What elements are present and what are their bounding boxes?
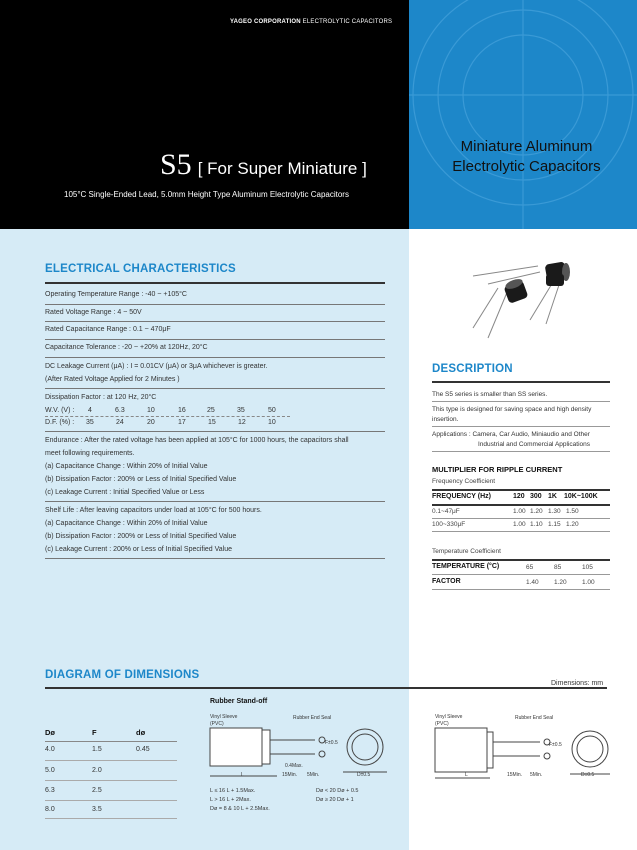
divider	[432, 381, 610, 383]
vinyl-sleeve-label: Vinyl Sleeve	[435, 714, 463, 720]
divider	[45, 321, 385, 322]
series-subtitle: 105°C Single-Ended Lead, 5.0mm Height Type Aluminum Electrolytic Capacitors	[64, 190, 349, 199]
dimensions-title: DIAGRAM OF DIMENSIONS	[45, 669, 200, 681]
capacitance-tolerance: Capacitance Tolerance : -20 ~ +20% at 120Hz, 20°C	[45, 344, 208, 351]
wv-value: 16	[178, 407, 186, 414]
rated-voltage: Rated Voltage Range : 4 ~ 50V	[45, 309, 142, 316]
temp-value: 105	[582, 564, 593, 571]
endurance-a: (a) Capacitance Change : Within 20% of Initial Value	[45, 463, 208, 470]
operating-temp: Operating Temperature Range : -40 ~ +105°C	[45, 291, 187, 298]
divider	[45, 780, 177, 781]
capacitor-diagram-icon	[430, 710, 615, 790]
min-label: 15Min.	[282, 772, 298, 778]
shelf-life-a: (a) Capacitance Change : Within 20% of Initial Value	[45, 520, 208, 527]
divider	[45, 687, 607, 689]
series-title: S5 [ For Super Miniature ]	[160, 148, 367, 181]
header-blue-panel	[409, 0, 637, 229]
dim-header: Dø	[45, 728, 55, 737]
freq-header: 120	[513, 493, 525, 500]
ripple-cell: 1.00	[513, 508, 526, 515]
df-title: Dissipation Factor : at 120 Hz, 20°C	[45, 394, 157, 401]
shelf-life-c: (c) Leakage Current : 200% or Less of Initial Specified Value	[45, 546, 233, 553]
dim-cell: 4.0	[45, 746, 55, 753]
divider	[432, 531, 610, 532]
divider	[45, 304, 385, 305]
divider	[45, 501, 385, 502]
df-value: 20	[147, 419, 155, 426]
divider	[432, 574, 610, 575]
dim-cell: 8.0	[45, 806, 55, 813]
description-line-2b: insertion.	[432, 416, 459, 423]
frequency-coefficient-label: Frequency Coefficient	[432, 478, 496, 485]
divider	[45, 800, 177, 801]
divider	[45, 388, 385, 389]
ripple-cell: 1.10	[530, 521, 543, 528]
vinyl-sleeve-label: Vinyl Sleeve	[210, 714, 238, 720]
dim-cell: 1.5	[92, 746, 102, 753]
shelf-life-b: (b) Dissipation Factor : 200% or Less of Initial Specified Value	[45, 533, 237, 540]
divider	[432, 589, 610, 590]
wv-value: 25	[207, 407, 215, 414]
note: Dø = 8 & 10 L + 2.5Max.	[210, 806, 270, 812]
df-value: 24	[116, 419, 124, 426]
dc-leakage-1: DC Leakage Current (μA) : I = 0.01CV (μA) or 3μA whichever is greater.	[45, 363, 268, 370]
dim-header: F	[92, 728, 97, 737]
freq-header: 300	[530, 493, 542, 500]
temp-value: 85	[554, 564, 562, 571]
ripple-cell: 1.00	[513, 521, 526, 528]
freq-header: 10K~100K	[564, 493, 598, 500]
divider	[432, 451, 610, 452]
divider	[432, 401, 610, 402]
f-tolerance-label: F±0.5	[549, 742, 562, 748]
freq-header: 1K	[548, 493, 557, 500]
note: Dø < 20 Dø + 0.5	[316, 788, 359, 794]
df-value: 12	[238, 419, 246, 426]
electrical-characteristics-title: ELECTRICAL CHARACTERISTICS	[45, 263, 236, 275]
wv-value: 6.3	[115, 407, 125, 414]
rubber-end-seal-label: Rubber End Seal	[515, 715, 554, 721]
divider	[45, 431, 385, 432]
endurance-b: (b) Dissipation Factor : 200% or Less of Initial Specified Value	[45, 476, 237, 483]
wv-value: 35	[237, 407, 245, 414]
divider	[432, 518, 610, 519]
description-line-2a: This type is designed for saving space and high density	[432, 406, 592, 413]
dim-header: dø	[136, 728, 146, 737]
divider	[45, 282, 385, 284]
dim-cell: 5.0	[45, 767, 55, 774]
rubber-end-seal-label: Rubber End Seal	[293, 715, 332, 721]
pvc-label: (PVC)	[435, 721, 449, 727]
divider	[432, 426, 610, 427]
min-label: 5Min.	[530, 772, 543, 778]
dim-cell: 6.3	[45, 787, 55, 794]
ripple-title: MULTIPLIER FOR RIPPLE CURRENT	[432, 465, 563, 474]
ripple-cell: 100~330μF	[432, 521, 466, 528]
temp-value: 65	[526, 564, 534, 571]
shelf-life-1: Shelf Life : After leaving capacitors under load at 105°C for 500 hours.	[45, 507, 262, 514]
factor-value: 1.00	[582, 579, 595, 586]
dc-leakage-2: (After Rated Voltage Applied for 2 Minutes )	[45, 376, 180, 383]
divider	[45, 818, 177, 819]
description-line-3b: Industrial and Commercial Applications	[478, 441, 590, 448]
wv-value: 10	[147, 407, 155, 414]
description-line-1: The S5 series is smaller than SS series.	[432, 391, 548, 398]
factor-value: 1.20	[554, 579, 567, 586]
endurance-1: Endurance : After the rated voltage has been applied at 105°C for 1000 hours, the capacitors shall	[45, 437, 349, 444]
freq-header: FREQUENCY (Hz)	[432, 493, 491, 500]
df-label: D.F. (%) :	[45, 419, 75, 426]
note: L ≤ 16 L + 1.5Max.	[210, 788, 256, 794]
rubber-stand-off-label: Rubber Stand-off	[210, 698, 268, 705]
df-value: 35	[86, 419, 94, 426]
wv-value: 4	[88, 407, 92, 414]
capacitor-diagram-stand-off-icon	[205, 710, 390, 790]
dashed-divider	[45, 416, 290, 417]
dim-cell: 2.0	[92, 767, 102, 774]
df-value: 17	[178, 419, 186, 426]
d-tolerance-label: D±0.5	[581, 772, 595, 778]
divider	[432, 504, 610, 506]
min-label: 15Min.	[507, 772, 523, 778]
df-value: 10	[268, 419, 276, 426]
l-label: L	[465, 772, 468, 778]
divider	[45, 741, 177, 742]
decorative-circles-icon	[409, 0, 637, 229]
ripple-cell: 1.20	[530, 508, 543, 515]
divider	[432, 559, 610, 561]
divider	[45, 339, 385, 340]
factor-value: 1.40	[526, 579, 539, 586]
dim-cell: 3.5	[92, 806, 102, 813]
endurance-2: meet following requirements.	[45, 450, 135, 457]
pvc-label: (PVC)	[210, 721, 224, 727]
f-tolerance-label: F±0.5	[325, 740, 338, 746]
df-value: 15	[208, 419, 216, 426]
wv-value: 50	[268, 407, 276, 414]
l-label: L	[241, 772, 244, 778]
ripple-cell: 0.1~47μF	[432, 508, 460, 515]
dim-cell: 0.45	[136, 746, 150, 753]
max-label: 0.4Max.	[285, 763, 303, 769]
dimensions-unit: Dimensions: mm	[551, 680, 604, 687]
temp-header: TEMPERATURE (°C)	[432, 563, 500, 570]
ripple-cell: 1.15	[548, 521, 561, 528]
factor-label: FACTOR	[432, 578, 461, 585]
wv-label: W.V. (V) :	[45, 407, 75, 414]
divider	[432, 489, 610, 491]
description-line-3a: Applications : Camera, Car Audio, Miniaudio and Other	[432, 431, 590, 438]
dim-cell: 2.5	[92, 787, 102, 794]
product-category-title: Miniature Aluminum Electrolytic Capacitors	[452, 138, 601, 175]
ripple-cell: 1.50	[566, 508, 579, 515]
d-tolerance-label: D±0.5	[357, 772, 371, 778]
description-title: DESCRIPTION	[432, 363, 513, 375]
endurance-c: (c) Leakage Current : Initial Specified Value or Less	[45, 489, 205, 496]
ripple-cell: 1.30	[548, 508, 561, 515]
min-label: 5Min.	[307, 772, 320, 778]
note: Dø ≥ 20 Dø + 1	[316, 797, 354, 803]
note: L > 16 L + 2Max.	[210, 797, 251, 803]
ripple-cell: 1.20	[566, 521, 579, 528]
divider	[45, 558, 385, 559]
divider	[45, 760, 177, 761]
corporation-label: YAGEO CORPORATION ELECTROLYTIC CAPACITORS	[230, 19, 393, 25]
temperature-coefficient-label: Temperature Coefficient	[432, 548, 501, 555]
rated-capacitance: Rated Capacitance Range : 0.1 ~ 470μF	[45, 326, 171, 333]
capacitor-photo-icon	[468, 258, 588, 340]
divider	[45, 357, 385, 358]
